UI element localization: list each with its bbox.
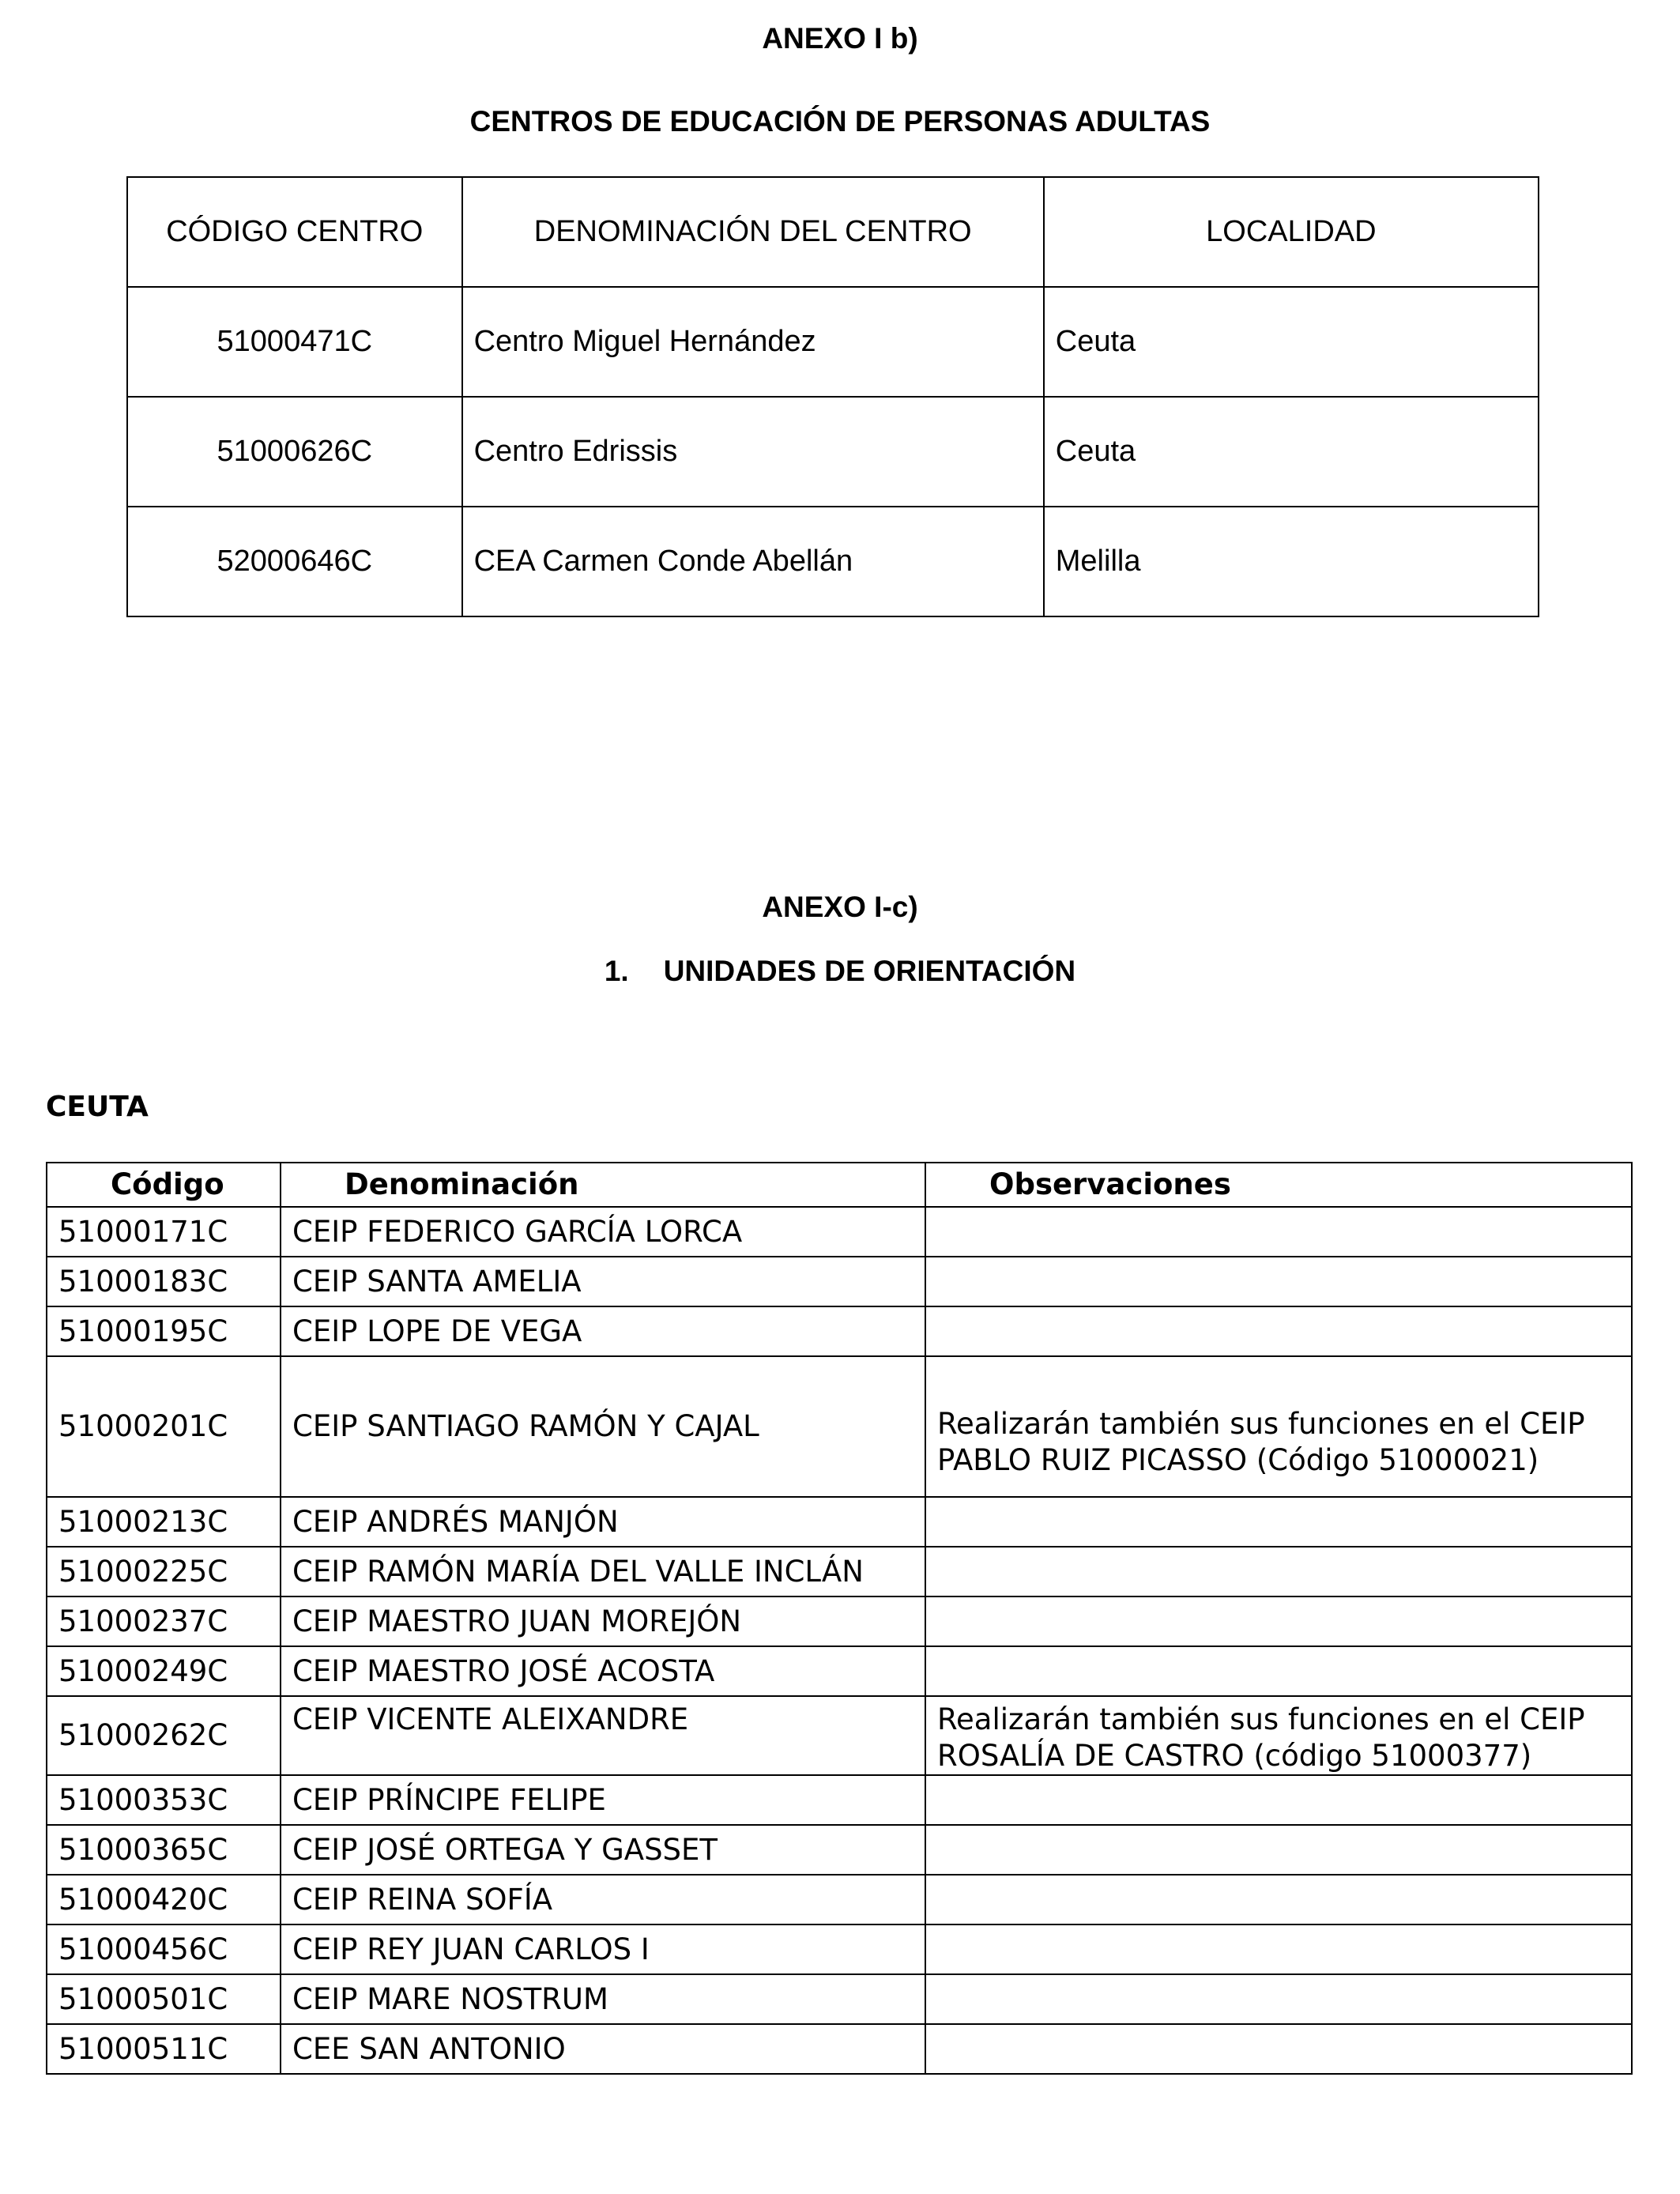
center-code: 51000471C <box>127 287 462 397</box>
unit-code: 51000213C <box>47 1497 281 1547</box>
unit-observations <box>925 1924 1632 1974</box>
table-row <box>47 1696 1632 1775</box>
unit-observations <box>925 1775 1632 1825</box>
table-row <box>47 1257 1632 1306</box>
table-row <box>47 1207 1632 1257</box>
unit-observations: Realizarán también sus funciones en el CEIP PABLO RUIZ PICASSO (Código 51000021) <box>925 1356 1632 1497</box>
cepa-header-row <box>127 177 1539 287</box>
table-row <box>47 1775 1632 1825</box>
center-code: 52000646C <box>127 507 462 616</box>
unit-observations <box>925 1497 1632 1547</box>
column-header-observaciones: Observaciones <box>925 1163 1632 1207</box>
table-row <box>47 1596 1632 1646</box>
unit-name: CEIP SANTA AMELIA <box>281 1257 925 1306</box>
unit-code: 51000262C <box>47 1696 281 1775</box>
orientation-units-heading <box>0 955 1680 988</box>
center-locality: Ceuta <box>1044 397 1539 507</box>
table-row <box>47 1547 1632 1596</box>
unit-name: CEIP ANDRÉS MANJÓN <box>281 1497 925 1547</box>
unit-code: 51000420C <box>47 1875 281 1924</box>
unit-observations <box>925 1875 1632 1924</box>
center-locality: Melilla <box>1044 507 1539 616</box>
unit-code: 51000456C <box>47 1924 281 1974</box>
table-row <box>47 1306 1632 1356</box>
anexo-ic-title: ANEXO I-c) <box>762 891 918 923</box>
unit-name: CEE SAN ANTONIO <box>281 2024 925 2074</box>
unit-name: CEIP REINA SOFÍA <box>281 1875 925 1924</box>
unit-observations <box>925 1207 1632 1257</box>
orientation-units-table <box>46 1162 1633 2075</box>
unit-name: CEIP RAMÓN MARÍA DEL VALLE INCLÁN <box>281 1547 925 1596</box>
table-row <box>47 1974 1632 2024</box>
unit-observations <box>925 1596 1632 1646</box>
unit-code: 51000501C <box>47 1974 281 2024</box>
unit-name: CEIP FEDERICO GARCÍA LORCA <box>281 1207 925 1257</box>
unit-code: 51000237C <box>47 1596 281 1646</box>
unit-name: CEIP REY JUAN CARLOS I <box>281 1924 925 1974</box>
unit-observations <box>925 1257 1632 1306</box>
cepa-heading: CENTROS DE EDUCACIÓN DE PERSONAS ADULTAS <box>469 105 1211 138</box>
table-row <box>47 1497 1632 1547</box>
unit-code: 51000195C <box>47 1306 281 1356</box>
unit-observations: Realizarán también sus funciones en el CEIP ROSALÍA DE CASTRO (código 51000377) <box>925 1696 1632 1775</box>
table-row <box>127 287 1539 397</box>
column-header-localidad: LOCALIDAD <box>1044 177 1539 287</box>
unit-name: CEIP MAESTRO JUAN MOREJÓN <box>281 1596 925 1646</box>
table-row <box>47 1356 1632 1497</box>
unit-name: CEIP VICENTE ALEIXANDRE <box>281 1696 925 1775</box>
uo-header-row <box>47 1163 1632 1207</box>
unit-code: 51000353C <box>47 1775 281 1825</box>
center-locality: Ceuta <box>1044 287 1539 397</box>
center-name: Centro Miguel Hernández <box>462 287 1044 397</box>
unit-observations <box>925 1825 1632 1875</box>
center-name: Centro Edrissis <box>462 397 1044 507</box>
table-row <box>47 1875 1632 1924</box>
unit-code: 51000225C <box>47 1547 281 1596</box>
anexo-ib-title: ANEXO I b) <box>762 22 918 55</box>
region-label: CEUTA <box>46 1091 149 1123</box>
unit-code: 51000183C <box>47 1257 281 1306</box>
unit-name: CEIP JOSÉ ORTEGA Y GASSET <box>281 1825 925 1875</box>
column-header-denominacion: Denominación <box>281 1163 925 1207</box>
section-number: 1. <box>604 955 629 987</box>
unit-name: CEIP PRÍNCIPE FELIPE <box>281 1775 925 1825</box>
unit-name: CEIP MARE NOSTRUM <box>281 1974 925 2024</box>
table-row <box>47 1825 1632 1875</box>
column-header-codigo-centro: CÓDIGO CENTRO <box>127 177 462 287</box>
column-header-denominacion-centro: DENOMINACIÓN DEL CENTRO <box>462 177 1044 287</box>
table-row <box>47 2024 1632 2074</box>
unit-name: CEIP LOPE DE VEGA <box>281 1306 925 1356</box>
table-row <box>47 1646 1632 1696</box>
unit-name: CEIP MAESTRO JOSÉ ACOSTA <box>281 1646 925 1696</box>
unit-code: 51000511C <box>47 2024 281 2074</box>
table-row <box>127 397 1539 507</box>
unit-observations <box>925 1547 1632 1596</box>
table-row <box>127 507 1539 616</box>
cepa-table <box>126 176 1539 617</box>
unit-name: CEIP SANTIAGO RAMÓN Y CAJAL <box>281 1356 925 1497</box>
table-row <box>47 1924 1632 1974</box>
center-name: CEA Carmen Conde Abellán <box>462 507 1044 616</box>
section-heading-text: UNIDADES DE ORIENTACIÓN <box>663 955 1076 987</box>
center-code: 51000626C <box>127 397 462 507</box>
unit-code: 51000249C <box>47 1646 281 1696</box>
unit-code: 51000201C <box>47 1356 281 1497</box>
unit-observations <box>925 1974 1632 2024</box>
unit-observations <box>925 1646 1632 1696</box>
unit-observations <box>925 2024 1632 2074</box>
unit-code: 51000365C <box>47 1825 281 1875</box>
column-header-codigo: Código <box>47 1163 281 1207</box>
unit-observations <box>925 1306 1632 1356</box>
unit-code: 51000171C <box>47 1207 281 1257</box>
